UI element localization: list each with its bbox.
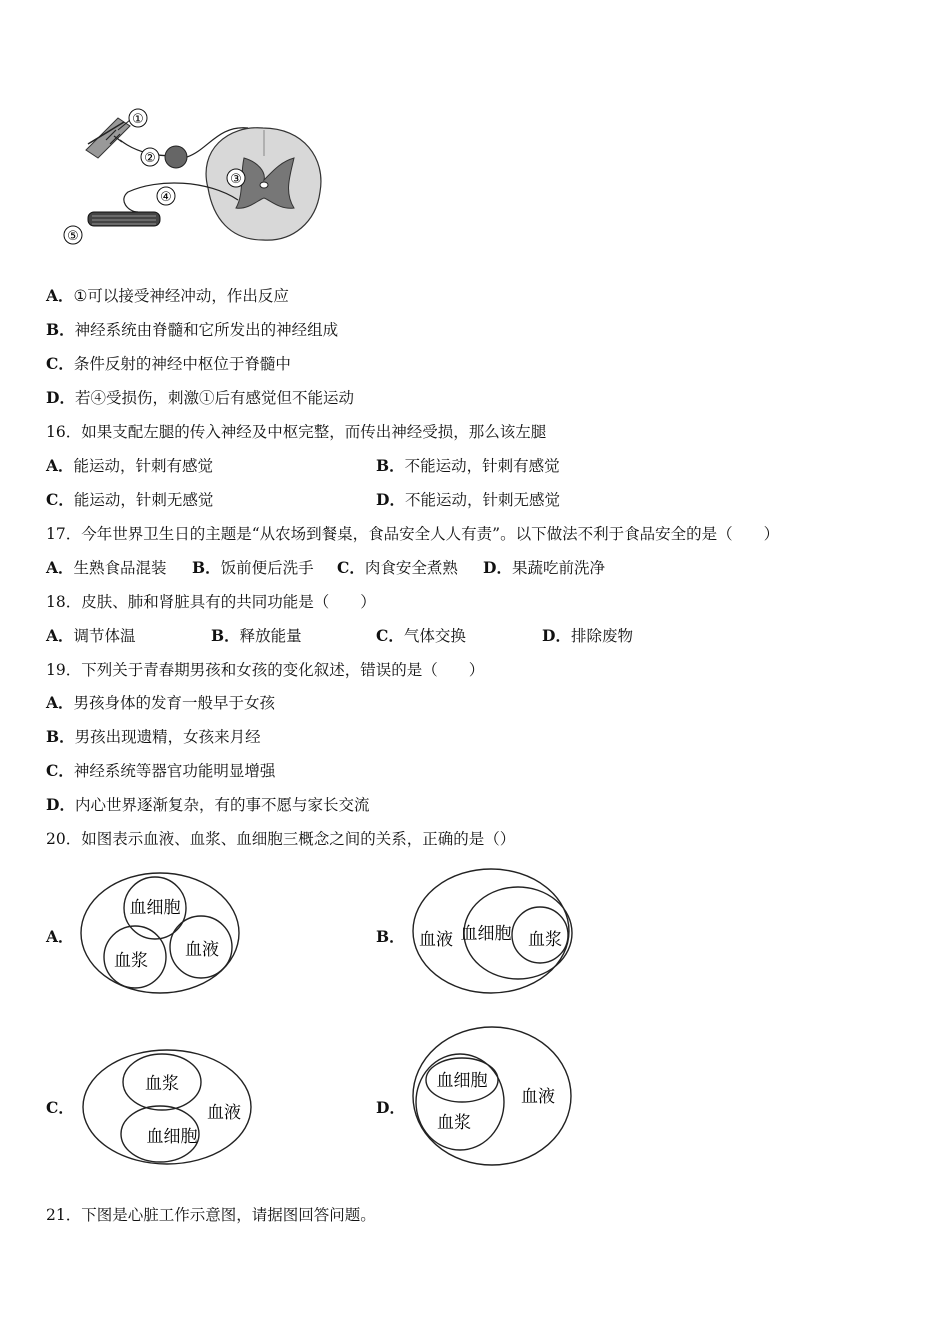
q21-stem: 21．下图是心脏工作示意图，请据图回答问题。: [46, 1206, 376, 1224]
label-4: [157, 187, 175, 205]
q19-option-b: B．男孩出现遗精，女孩来月经: [46, 727, 261, 746]
q20-diagram-d: [410, 1024, 574, 1168]
term-cells: 血细胞: [460, 924, 512, 944]
q20-diagram-b: [410, 866, 574, 996]
q17-option-c: C．肉食安全煮熟: [337, 558, 458, 577]
effector-muscle: [88, 212, 160, 226]
q16-option-a: A．能运动，针刺有感觉: [46, 456, 214, 475]
q16-stem: 16．如果支配左腿的传入神经及中枢完整，而传出神经受损，那么该左腿: [46, 423, 547, 441]
q18-option-c: C．气体交换: [376, 626, 466, 645]
label-2: [141, 148, 159, 166]
q20-diagram-c: [80, 1046, 258, 1168]
q20-stem: 20．如图表示血液、血浆、血细胞三概念之间的关系，正确的是（）: [46, 830, 516, 848]
term-plasma: 血浆: [437, 1113, 471, 1133]
label-3: [227, 169, 245, 187]
q19-option-d: D．内心世界逐渐复杂，有的事不愿与家长交流: [46, 795, 370, 814]
q20-option-b-letter: B．: [376, 927, 405, 946]
q15-option-c: C．条件反射的神经中枢位于脊髓中: [46, 354, 291, 373]
q20-option-c-letter: C．: [46, 1098, 74, 1117]
term-blood: 血液: [521, 1087, 555, 1107]
term-blood: 血液: [207, 1103, 241, 1123]
term-blood: 血液: [185, 940, 219, 960]
q16-option-b: B．不能运动，针刺有感觉: [376, 456, 560, 475]
reflex-arc-figure: [58, 100, 348, 250]
svg-text:⑤: ⑤: [67, 229, 79, 244]
q17-option-d: D．果蔬吃前洗净: [483, 558, 605, 577]
ganglion: [165, 146, 187, 168]
svg-text:①: ①: [132, 112, 144, 127]
svg-text:④: ④: [160, 190, 172, 205]
q15-option-a: A．①可以接受神经冲动，作出反应: [46, 286, 289, 305]
q18-option-b: B．释放能量: [211, 626, 302, 645]
svg-text:②: ②: [144, 151, 156, 166]
q19-option-a: A．男孩身体的发育一般早于女孩: [46, 693, 276, 712]
q18-option-d: D．排除废物: [542, 626, 633, 645]
svg-text:③: ③: [230, 172, 242, 187]
term-cells: 血细胞: [436, 1071, 488, 1091]
q19-option-c: C．神经系统等器官功能明显增强: [46, 761, 276, 780]
q19-stem: 19．下列关于青春期男孩和女孩的变化叙述，错误的是（ ）: [46, 661, 485, 679]
spinal-cord: [206, 128, 321, 240]
q16-option-d: D．不能运动，针刺无感觉: [376, 490, 560, 509]
receptor-skin: [86, 118, 130, 158]
q18-option-a: A．调节体温: [46, 626, 136, 645]
q20-option-d-letter: D．: [376, 1098, 405, 1117]
term-plasma: 血浆: [145, 1074, 179, 1094]
label-5: [64, 226, 82, 244]
term-plasma: 血浆: [528, 930, 562, 950]
q17-stem: 17．今年世界卫生日的主题是“从农场到餐桌，食品安全人人有责”。以下做法不利于食品安全的是（ ）: [46, 525, 780, 543]
term-blood: 血液: [419, 930, 453, 950]
term-cells: 血细胞: [129, 898, 181, 918]
term-plasma: 血浆: [114, 951, 148, 971]
q18-stem: 18．皮肤、肺和肾脏具有的共同功能是（ ）: [46, 593, 376, 611]
q15-option-b: B．神经系统由脊髓和它所发出的神经组成: [46, 320, 339, 339]
q17-option-a: A．生熟食品混装: [46, 558, 167, 577]
q15-option-d: D．若④受损伤，刺激①后有感觉但不能运动: [46, 388, 354, 407]
q20-diagram-a: [78, 870, 244, 996]
q17-option-b: B．饭前便后洗手: [192, 558, 314, 577]
q16-option-c: C．能运动，针刺无感觉: [46, 490, 214, 509]
q20-option-a-letter: A．: [46, 927, 74, 946]
label-1: [129, 109, 147, 127]
term-cells: 血细胞: [146, 1127, 198, 1147]
